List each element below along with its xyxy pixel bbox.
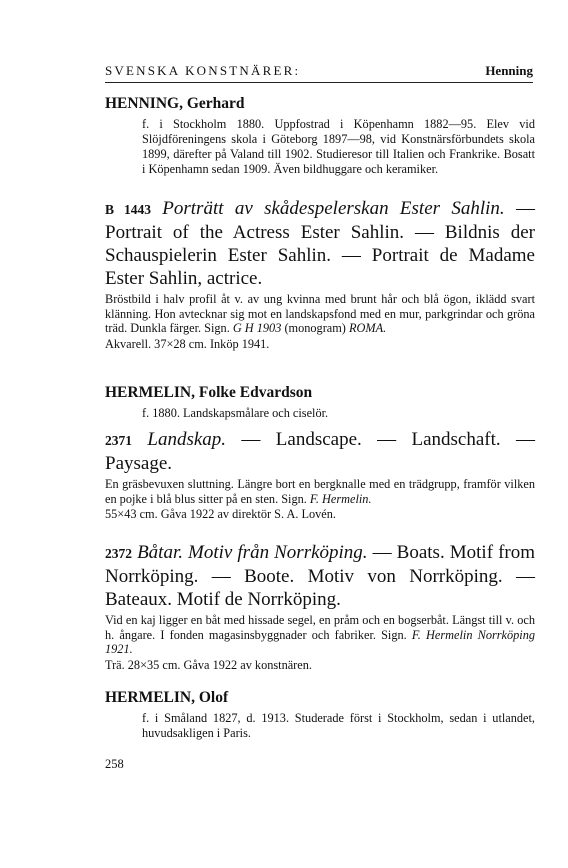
artwork-title [105,197,535,290]
title-swedish: Porträtt av skådespelerskan Ester Sahlin. [162,198,505,219]
signature: F. Hermelin Norrköping 1921. [105,627,536,656]
title-swedish: Landskap. [147,429,227,450]
artist-bio: f. 1880. Landskapsmålare och ciselör. [142,406,329,420]
artwork-entry-b1443 [105,197,535,352]
header-artist-name: Henning [485,63,533,78]
artist-bio: f. i Stockholm 1880. Uppfostrad i Köpenhamn 1882—95. Elev vid Slöjdföreningens skola i Göteborg 1897—98, vid Konstnärsförbundets skola 1899, därefter på Valand till 1902. Studieresor till Italien och Frankrike. Bosatt i Köpenhamn sedan 1909. Även bildhuggare och keramiker. [142,117,535,176]
artwork-entry-2371 [105,428,535,522]
catalog-number: 2372 [105,546,132,561]
artist-name: HERMELIN, Folke Edvardson [105,384,313,401]
artwork-description [105,477,535,506]
artist-entry-hermelin-folke [105,383,535,421]
title-swedish: Båtar. Motiv från Norrköping. [137,542,368,563]
artwork-title [105,541,535,611]
header-section-title: SVENSKA KONSTNÄRER: [105,63,301,78]
running-header [105,63,533,83]
signature: G H 1903 [232,321,282,335]
artwork-meta: Akvarell. 37×28 cm. Inköp 1941. [105,336,270,351]
signature-place: ROMA. [348,321,387,335]
description-text: Bröstbild i halv profil åt v. av ung kvinna med brunt hår och blå ögon, iklädd svart klänning. Hon avtecknar sig mot en landskapsfond med en mur, parkgrindar och gröna träd. Dunkla färger. Sign. [105,292,535,335]
artwork-description [105,613,535,657]
title-translations: — Portrait of the Actress Ester Sahlin. — Bildnis der Schauspielerin Ester Sahlin. — Portrait de Madame Ester Sahlin, actrice. [105,198,535,289]
signature-note: (monogram) [284,321,346,335]
artwork-title [105,428,535,475]
page-number: 258 [105,757,124,771]
catalog-number: B 1443 [105,202,151,217]
catalog-number: 2371 [105,433,132,448]
artist-bio: f. i Småland 1827, d. 1913. Studerade först i Stockholm, sedan i utlandet, huvudsakligen i Paris. [142,711,535,740]
artist-entry-hermelin-olof [105,688,535,741]
description-text: En gräsbevuxen sluttning. Längre bort en bergknalle med en trädgrupp, framför vilken en pojke i blå blus sitter på en sten. Sign. [105,477,535,506]
signature: F. Hermelin. [309,491,372,506]
artist-name: HERMELIN, Olof [105,689,229,706]
description-text: Vid en kaj ligger en båt med hissade segel, en pråm och en bogserbåt. Längst till v. och h. ångare. I fonden magasinsbyggnader och fabriker. Sign. [105,613,535,642]
artwork-entry-2372 [105,541,535,673]
artist-entry-henning [105,94,535,177]
title-translations: — Boats. Motif from Norrköping. — Boote. Motiv von Norrköping. — Bateaux. Motif de Norrköping. [105,542,536,610]
artist-name: HENNING, Gerhard [105,95,245,112]
artwork-meta: 55×43 cm. Gåva 1922 av direktör S. A. Lovén. [105,507,336,521]
title-translations: — Landscape. — Landschaft. — Paysage. [105,429,536,474]
artwork-description [105,292,535,336]
artwork-meta: Trä. 28×35 cm. Gåva 1922 av konstnären. [105,657,312,672]
